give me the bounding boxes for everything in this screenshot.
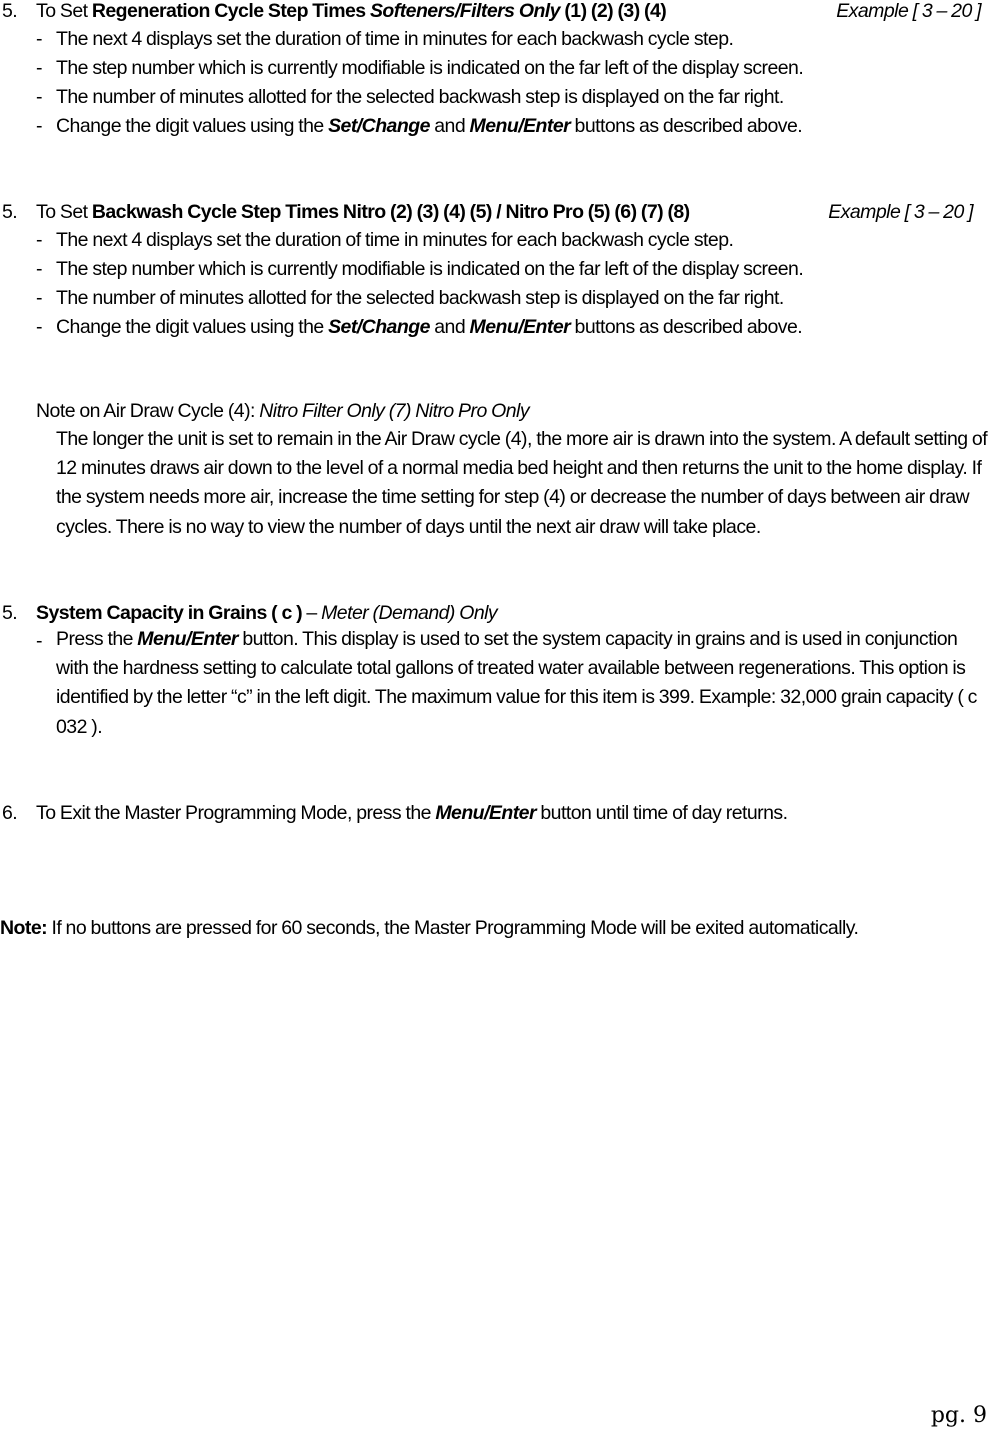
example-range: Example [ 3 – 20 ] bbox=[828, 201, 973, 223]
section-heading bbox=[36, 0, 666, 23]
heading-scope: Softeners/Filters Only bbox=[369, 0, 560, 22]
air-draw-note-heading bbox=[36, 400, 529, 423]
bullet-text-mid: and bbox=[429, 316, 470, 338]
set-change-button-label: Set/Change bbox=[328, 316, 430, 338]
heading-prefix: To Set bbox=[36, 201, 92, 223]
menu-enter-button-label: Menu/Enter bbox=[469, 316, 571, 338]
bullet-text: The number of minutes allotted for the selected backwash step is displayed on the far right. bbox=[56, 287, 784, 309]
heading-title: Regeneration Cycle Step Times bbox=[91, 0, 370, 22]
section-number: 5. bbox=[2, 0, 18, 22]
heading-title: Backwash Cycle Step Times Nitro (2) (3) (4) (5) / Nitro Pro (5) (6) (7) (8) bbox=[91, 201, 690, 223]
menu-enter-button-label: Menu/Enter bbox=[435, 802, 537, 824]
bullet-dash: - bbox=[36, 57, 42, 79]
bullet-text bbox=[56, 115, 802, 138]
section-heading bbox=[36, 201, 690, 224]
bullet-text: The next 4 displays set the duration of time in minutes for each backwash cycle step. bbox=[56, 229, 734, 251]
set-change-button-label: Set/Change bbox=[328, 115, 430, 137]
timeout-note-label: Note: bbox=[0, 917, 48, 939]
bullet-text-pre: Change the digit values using the bbox=[56, 316, 329, 338]
heading-title: System Capacity in Grains ( c ) bbox=[36, 602, 303, 624]
bullet-text: The next 4 displays set the duration of time in minutes for each backwash cycle step. bbox=[56, 28, 734, 50]
bullet-dash: - bbox=[36, 115, 42, 137]
bullet-dash: - bbox=[36, 258, 42, 280]
air-draw-note-label: Note on Air Draw Cycle (4): bbox=[36, 400, 260, 422]
bullet-text-post: buttons as described above. bbox=[570, 115, 803, 137]
capacity-description-pre: Press the bbox=[56, 628, 138, 650]
capacity-description-post: button. This display is used to set the system capacity in grains and is used in conjunction with the hardness setting to calculate total gallons of treated water available between regenerations. This option is identified by the letter “c” in the left digit. The maximum value for this item is 399. Example: 32,000 grain capacity ( c 032 ). bbox=[56, 628, 977, 738]
section-number: 5. bbox=[2, 201, 18, 223]
bullet-text: The step number which is currently modifiable is indicated on the far left of the display screen. bbox=[56, 258, 804, 280]
bullet-dash: - bbox=[36, 86, 42, 108]
capacity-description bbox=[56, 625, 990, 742]
section-number: 5. bbox=[2, 602, 18, 624]
bullet-text bbox=[56, 316, 802, 339]
heading-scope: Meter (Demand) Only bbox=[321, 602, 498, 624]
heading-dash: – bbox=[302, 602, 322, 624]
bullet-dash: - bbox=[36, 229, 42, 251]
menu-enter-button-label: Menu/Enter bbox=[137, 628, 238, 650]
timeout-note-text: If no buttons are pressed for 60 seconds, the Master Programming Mode will be exited automatically. bbox=[47, 917, 859, 939]
exit-instruction bbox=[36, 802, 787, 825]
heading-prefix: To Set bbox=[36, 0, 92, 22]
bullet-dash: - bbox=[36, 316, 42, 338]
bullet-text: The number of minutes allotted for the selected backwash step is displayed on the far right. bbox=[56, 86, 784, 108]
bullet-dash: - bbox=[36, 287, 42, 309]
bullet-text-pre: Change the digit values using the bbox=[56, 115, 329, 137]
page-number: pg. 9 bbox=[930, 1403, 987, 1428]
bullet-text-post: buttons as described above. bbox=[570, 316, 803, 338]
bullet-dash: - bbox=[36, 28, 42, 50]
bullet-text: The step number which is currently modifiable is indicated on the far left of the display screen. bbox=[56, 57, 804, 79]
bullet-text-mid: and bbox=[429, 115, 470, 137]
example-range: Example [ 3 – 20 ] bbox=[836, 0, 981, 22]
section-heading bbox=[36, 602, 497, 625]
air-draw-note-body: The longer the unit is set to remain in the Air Draw cycle (4), the more air is drawn into the system. A default setting of 12 minutes draws air down to the level of a normal media bed height and then returns the unit to the home display. If the system needs more air, increase the time setting for step (4) or decrease the number of days between air draw cycles. There is no way to view the number of days until the next air draw will take place. bbox=[56, 428, 988, 538]
timeout-note bbox=[0, 917, 858, 940]
menu-enter-button-label: Menu/Enter bbox=[469, 115, 571, 137]
exit-instruction-pre: To Exit the Master Programming Mode, press the bbox=[36, 802, 436, 824]
bullet-dash: - bbox=[36, 630, 42, 652]
exit-instruction-post: button until time of day returns. bbox=[536, 802, 788, 824]
heading-steps: (1) (2) (3) (4) bbox=[559, 0, 667, 22]
section-number: 6. bbox=[2, 802, 18, 824]
air-draw-note-scope: Nitro Filter Only (7) Nitro Pro Only bbox=[259, 400, 530, 422]
